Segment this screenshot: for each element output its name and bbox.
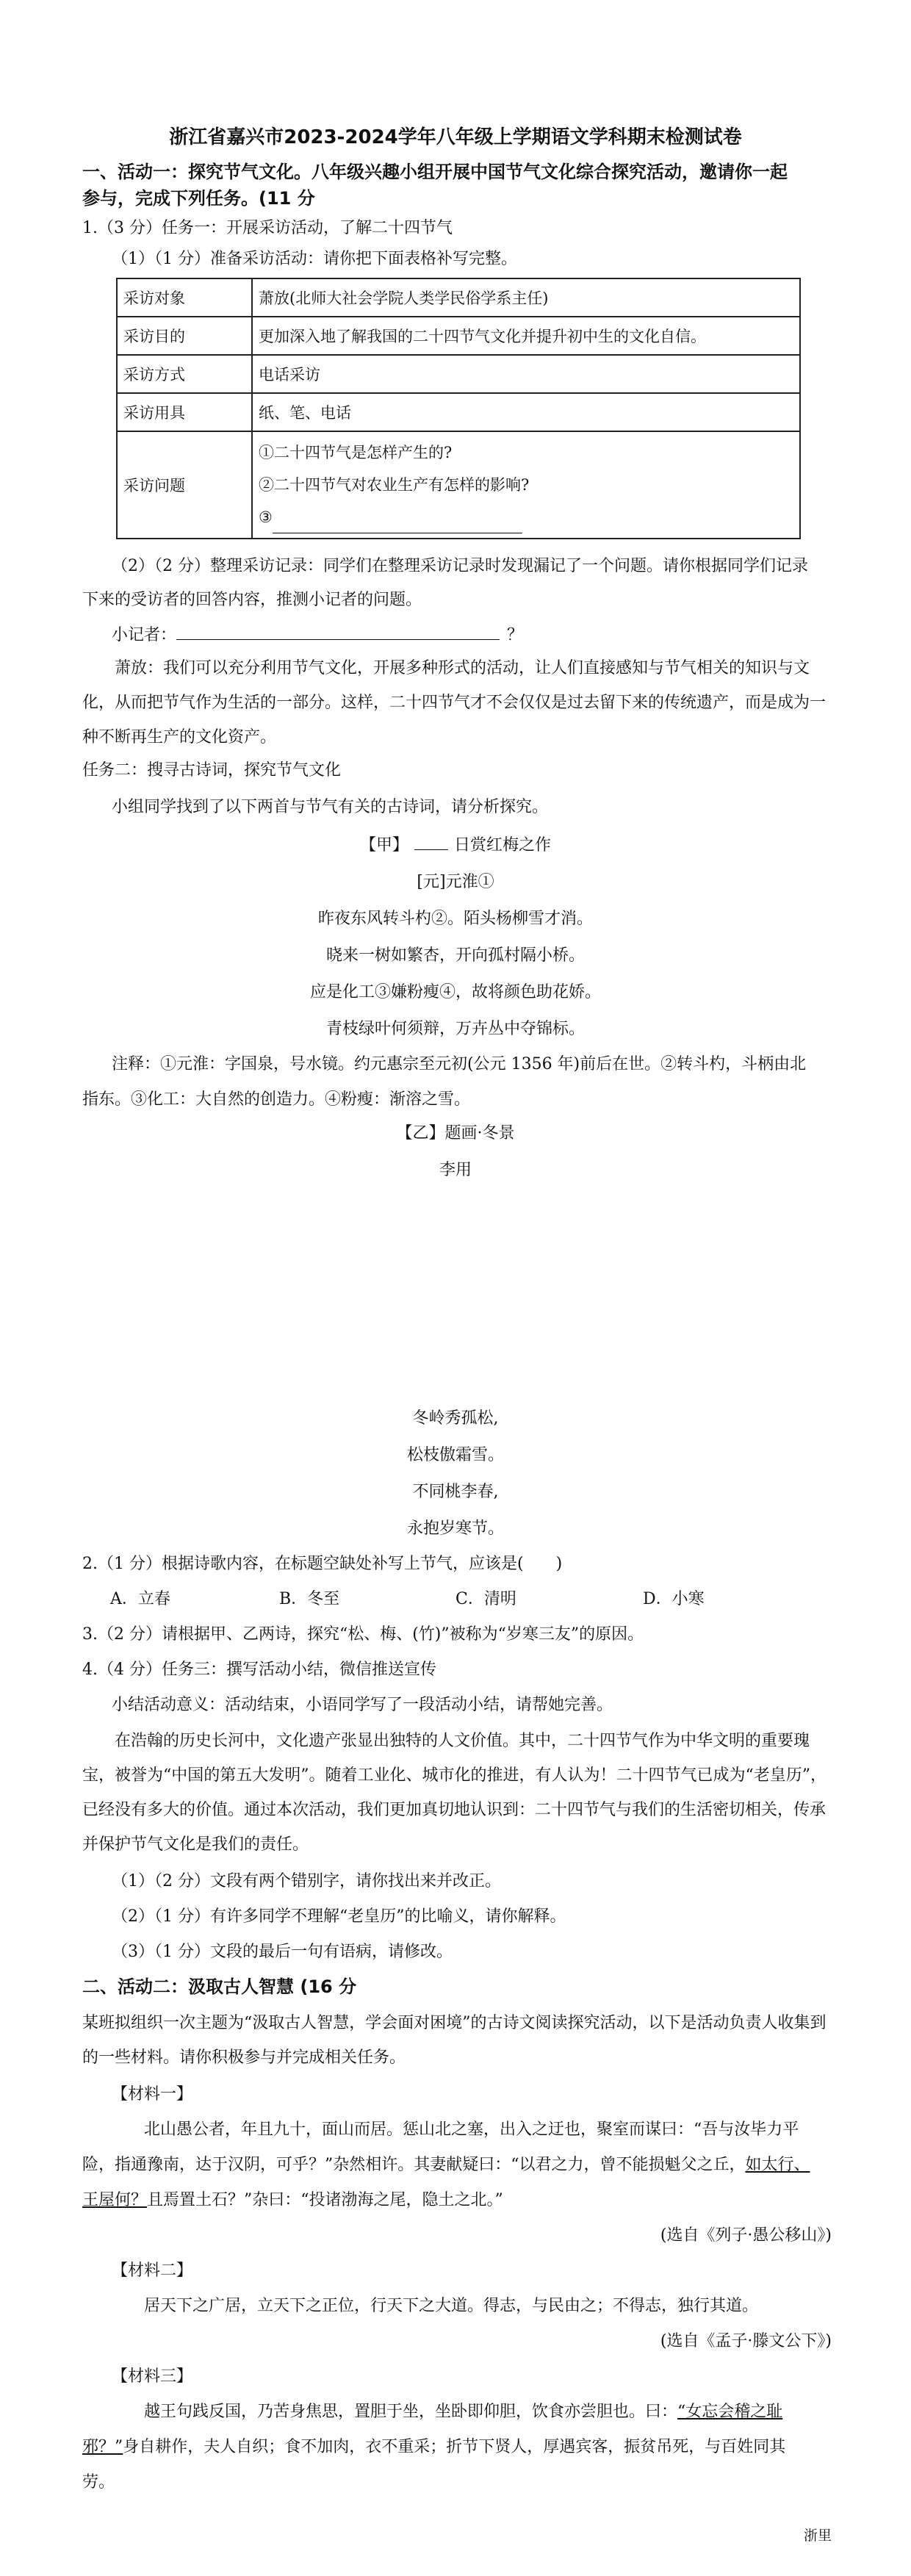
table-cell-value: 纸、笔、电话 bbox=[252, 393, 800, 431]
table-cell-questions bbox=[252, 431, 800, 539]
poemB-author: 李用 bbox=[439, 1161, 472, 1179]
poemA-title bbox=[0, 836, 911, 855]
section1-heading-line2: 参与，完成下列任务。(11 分 bbox=[82, 188, 315, 209]
section2-intro: 某班拟组织一次主题为“汲取古人智慧，学会面对困境”的古诗文阅读探究活动，以下是活动负责人收集到的一些材料。请你积极参与并完成相关任务。 bbox=[82, 2014, 827, 2067]
table-cell-label: 采访对象 bbox=[117, 278, 252, 317]
material3-label: 【材料三】 bbox=[112, 2367, 193, 2386]
q4-sub3: （3）（1 分）文段的最后一句有语病，请修改。 bbox=[112, 1943, 453, 1961]
poemA-title-suffix: 日赏红梅之作 bbox=[454, 836, 552, 855]
section1-heading-line1: 一、活动一：探究节气文化。八年级兴趣小组开展中国节气文化综合探究活动，邀请你一起 bbox=[82, 162, 788, 182]
q4-sub1: （1）（2 分）文段有两个错别字，请你找出来并改正。 bbox=[112, 1872, 501, 1890]
table-cell-label: 采访目的 bbox=[117, 317, 252, 355]
material1-underlined-text: 王屋何？ bbox=[82, 2191, 148, 2209]
poemB-line: 永抱岁寒节。 bbox=[406, 1519, 504, 1538]
q4-sub2: （2）（1 分）有许多同学不理解“老皇历”的比喻义，请你解释。 bbox=[112, 1907, 566, 1926]
table-cell-value: 萧放(北师大社会学院人类学民俗学系主任) bbox=[252, 278, 800, 317]
table-cell-value: 电话采访 bbox=[252, 355, 800, 393]
page-title: 浙江省嘉兴市2023-2024学年八年级上学期语文学科期末检测试卷 bbox=[169, 126, 742, 148]
q2-option-d[interactable]: D．小寒 bbox=[643, 1590, 705, 1608]
q4-intro: 小结活动意义：活动结束，小语同学写了一段活动小结，请帮她完善。 bbox=[112, 1696, 613, 1714]
poemA-notes-line2: 指东。③化工：大自然的创造力。④粉瘦：渐溶之雪。 bbox=[82, 1090, 471, 1109]
q2-option-a[interactable]: A．立春 bbox=[110, 1590, 170, 1608]
table-row bbox=[117, 355, 800, 393]
reporter-label: 小记者： bbox=[112, 626, 177, 644]
interview-answer: 萧放：我们可以充分利用节气文化，开展多种形式的活动，让人们直接感知与节气相关的知识与文化，从而把节气作为生活的一部分。这样，二十四节气才不会仅仅是过去留下来的传统遗产，而是成为一种不断再生产的文化资产。 bbox=[82, 659, 827, 746]
material2-source: (选自《孟子·滕文公下》) bbox=[660, 2332, 832, 2350]
material1-text: 且焉置土石？”杂曰：“投诸渤海之尾，隐土之北。” bbox=[147, 2191, 503, 2209]
table-row bbox=[117, 278, 800, 317]
q2-option-b[interactable]: B．冬至 bbox=[279, 1590, 340, 1608]
poemA-line: 应是化工③嫌粉瘦④，故将颜色助花娇。 bbox=[309, 983, 601, 1001]
material3-underlined-text: 邪？” bbox=[82, 2438, 123, 2456]
question-item: ①二十四节气是怎样产生的? bbox=[259, 444, 453, 461]
poemB-line: 不同桃李春, bbox=[412, 1483, 499, 1501]
table-row bbox=[117, 393, 800, 431]
material3-line3: 劳。 bbox=[82, 2473, 115, 2492]
question-number: ③ bbox=[259, 508, 273, 526]
reporter-question-mark: ？ bbox=[507, 626, 524, 644]
material2-label: 【材料二】 bbox=[112, 2262, 193, 2280]
poemA-line: 青枝绿叶何须辩，万卉丛中夺锦标。 bbox=[325, 1020, 585, 1038]
poemA-line: 晓来一树如繁杏，开向孤村隔小桥。 bbox=[325, 946, 585, 965]
poemA-line: 昨夜东风转斗杓②。陌头杨柳雪才消。 bbox=[317, 910, 593, 928]
material3-line1 bbox=[144, 2403, 782, 2422]
q4-stem: 4.（4 分）任务三：撰写活动小结，微信推送宣传 bbox=[82, 1661, 436, 1679]
footer-text: 浙里 bbox=[803, 2528, 832, 2544]
material1-underlined-text: 如太行、 bbox=[745, 2156, 810, 2174]
material1-text: 险，指通豫南，达于汉阴，可乎？”杂然相许。其妻献疑曰：“以君之力，曾不能损魁父之丘， bbox=[82, 2156, 746, 2174]
interview-table bbox=[116, 278, 801, 539]
task2-title: 任务二：搜寻古诗词，探究节气文化 bbox=[82, 761, 342, 780]
poemA-title-prefix: 【甲】 bbox=[359, 836, 408, 855]
material3-underlined-text: “女忘会稽之耻 bbox=[677, 2403, 783, 2421]
reporter-answer-blank[interactable] bbox=[176, 639, 500, 640]
material3-line2 bbox=[82, 2438, 785, 2457]
material3-text: 身自耕作，夫人自织；食不加肉，衣不重采；折节下贤人，厚遇宾客，振贫吊死，与百姓同其 bbox=[123, 2438, 786, 2456]
table-cell-label: 采访方式 bbox=[117, 355, 252, 393]
poemA-notes-line1: 注释：①元淮：字国泉，号水镜。约元惠宗至元初(公元 1356 年)前后在世。②转斗杓，斗柄由北 bbox=[112, 1055, 807, 1073]
task2-intro: 小组同学找到了以下两首与节气有关的古诗词，请分析探究。 bbox=[112, 798, 549, 816]
q3-stem: 3.（2 分）请根据甲、乙两诗，探究“松、梅、(竹)”被称为“岁寒三友”的原因。 bbox=[82, 1625, 644, 1644]
table-cell-label: 采访问题 bbox=[117, 431, 252, 539]
material1-line3 bbox=[82, 2191, 503, 2210]
table-cell-value: 更加深入地了解我国的二十四节气文化并提升初中生的文化自信。 bbox=[252, 317, 800, 355]
material1-source: (选自《列子·愚公移山》) bbox=[660, 2226, 832, 2245]
material2-text: 居天下之广居，立天下之正位，行天下之大道。得志，与民由之；不得志，独行其道。 bbox=[144, 2297, 759, 2315]
q4-paragraph: 在浩翰的历史长河中，文化遗产张显出独特的人文价值。其中，二十四节气作为中华文明的重要瑰宝，被誉为“中国的第五大发明”。随着工业化、城市化的推进，有人认为！二十四节气已成为“老皇历”，已经没有多大的价值。通过本次活动，我们更加真切地认识到：二十四节气与我们的生活密切相关，传承并保护节气文化是我们的责任。 bbox=[82, 1732, 827, 1854]
material1-line2 bbox=[82, 2156, 810, 2175]
table-row bbox=[117, 317, 800, 355]
poemA-author: [元]元淮① bbox=[417, 873, 494, 891]
q1-stem: 1.（3 分）任务一：开展采访活动，了解二十四节气 bbox=[82, 219, 453, 237]
section2-heading: 二、活动二：汲取古人智慧 (16 分 bbox=[82, 1976, 357, 1997]
reporter-line bbox=[112, 626, 523, 645]
question-item bbox=[259, 501, 793, 533]
poemB-line: 松枝傲霜雪。 bbox=[406, 1446, 504, 1464]
q1-sub1: （1）（1 分）准备采访活动：请你把下面表格补写完整。 bbox=[112, 250, 517, 268]
q1-sub2-line2: 下来的受访者的回答内容，推测小记者的问题。 bbox=[82, 591, 422, 609]
question-item: ②二十四节气对农业生产有怎样的影响? bbox=[259, 476, 530, 494]
poemB-title: 【乙】题画·冬景 bbox=[396, 1124, 515, 1143]
q2-stem: 2.（1 分）根据诗歌内容，在标题空缺处补写上节气，应该是( ) bbox=[82, 1555, 563, 1573]
question3-answer-blank[interactable] bbox=[273, 514, 522, 533]
table-row bbox=[117, 431, 800, 539]
material1-line1: 北山愚公者，年且九十，面山而居。惩山北之塞，出入之迂也，聚室而谋曰：“吾与汝毕力平 bbox=[144, 2120, 799, 2139]
table-cell-label: 采访用具 bbox=[117, 393, 252, 431]
poemB-line: 冬岭秀孤松, bbox=[412, 1409, 499, 1428]
poemA-title-blank[interactable] bbox=[414, 849, 448, 850]
q2-option-c[interactable]: C．清明 bbox=[455, 1590, 516, 1608]
q1-sub2-line1: （2）（2 分）整理采访记录：同学们在整理采访记录时发现漏记了一个问题。请你根据同学们记录 bbox=[112, 557, 808, 575]
material3-text: 越王句践反国，乃苦身焦思，置胆于坐，坐卧即仰胆，饮食亦尝胆也。曰： bbox=[144, 2403, 678, 2421]
material1-label: 【材料一】 bbox=[112, 2085, 193, 2104]
